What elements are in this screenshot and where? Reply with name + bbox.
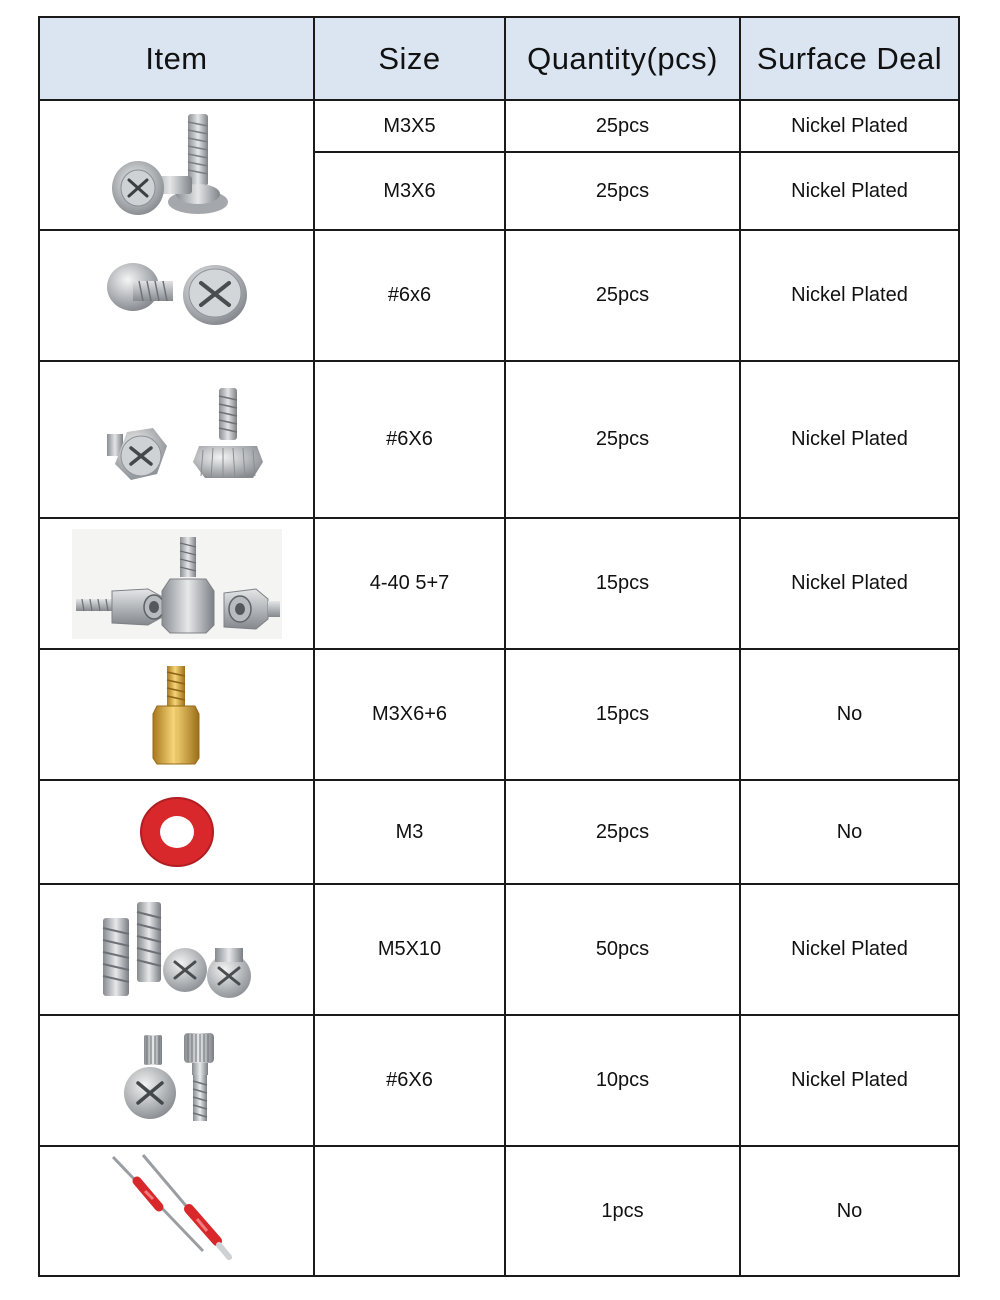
pan-washer-head-screw-icon: [102, 106, 252, 224]
table-row: [39, 649, 959, 780]
surface-cell: No: [740, 649, 959, 780]
header-row: [39, 17, 959, 100]
quantity-cell: 50pcs: [505, 884, 740, 1015]
table-row: [39, 230, 959, 361]
table-row: [39, 361, 959, 518]
quantity-cell: 10pcs: [505, 1015, 740, 1146]
table-row: [39, 780, 959, 884]
table-row: [39, 518, 959, 649]
table-row: [39, 1015, 959, 1146]
surface-cell: Nickel Plated: [740, 1015, 959, 1146]
quantity-cell: 25pcs: [505, 361, 740, 518]
item-image-cell: [39, 1146, 314, 1276]
item-image-cell: [39, 884, 314, 1015]
surface-cell: Nickel Plated: [740, 152, 959, 230]
table-row: [39, 884, 959, 1015]
item-image-cell: [39, 649, 314, 780]
item-image-cell: [39, 100, 314, 230]
round-head-screw-icon: [97, 251, 257, 341]
parts-table: [38, 16, 960, 1277]
size-cell: #6X6: [314, 1015, 505, 1146]
size-cell: #6x6: [314, 230, 505, 361]
header-quantity: Quantity(pcs): [505, 17, 740, 100]
surface-cell: Nickel Plated: [740, 100, 959, 152]
quantity-cell: 25pcs: [505, 152, 740, 230]
quantity-cell: 15pcs: [505, 518, 740, 649]
size-cell: 4-40 5+7: [314, 518, 505, 649]
knurled-thumb-screw-icon: [122, 1031, 232, 1131]
surface-cell: Nickel Plated: [740, 884, 959, 1015]
item-image-cell: [39, 780, 314, 884]
quantity-cell: 25pcs: [505, 780, 740, 884]
header-size: Size: [314, 17, 505, 100]
header-surface-deal: Surface Deal: [740, 17, 959, 100]
table-row: [39, 1146, 959, 1276]
item-image-cell: [39, 1015, 314, 1146]
quantity-cell: 1pcs: [505, 1146, 740, 1276]
surface-cell: No: [740, 780, 959, 884]
red-fiber-washer-icon: [132, 792, 222, 872]
surface-cell: Nickel Plated: [740, 230, 959, 361]
brass-standoff-icon: [147, 662, 207, 768]
size-cell: M5X10: [314, 884, 505, 1015]
size-cell: M3X6+6: [314, 649, 505, 780]
countersunk-fan-screw-icon: [97, 894, 257, 1006]
item-image-cell: [39, 230, 314, 361]
quantity-cell: 25pcs: [505, 230, 740, 361]
spec-sheet: [38, 16, 958, 1277]
item-image-cell: [39, 361, 314, 518]
size-cell: M3X6: [314, 152, 505, 230]
item-image-cell: [39, 518, 314, 649]
table-row: [39, 100, 959, 152]
size-cell: M3: [314, 780, 505, 884]
header-item: Item: [39, 17, 314, 100]
screwdriver-icon: [107, 1151, 247, 1271]
quantity-cell: 15pcs: [505, 649, 740, 780]
surface-cell: No: [740, 1146, 959, 1276]
surface-cell: Nickel Plated: [740, 518, 959, 649]
size-cell: #6X6: [314, 361, 505, 518]
hex-standoff-icon: [72, 529, 282, 639]
size-cell: M3X5: [314, 100, 505, 152]
quantity-cell: 25pcs: [505, 100, 740, 152]
hex-flange-screw-icon: [87, 380, 267, 500]
size-cell: [314, 1146, 505, 1276]
surface-cell: Nickel Plated: [740, 361, 959, 518]
